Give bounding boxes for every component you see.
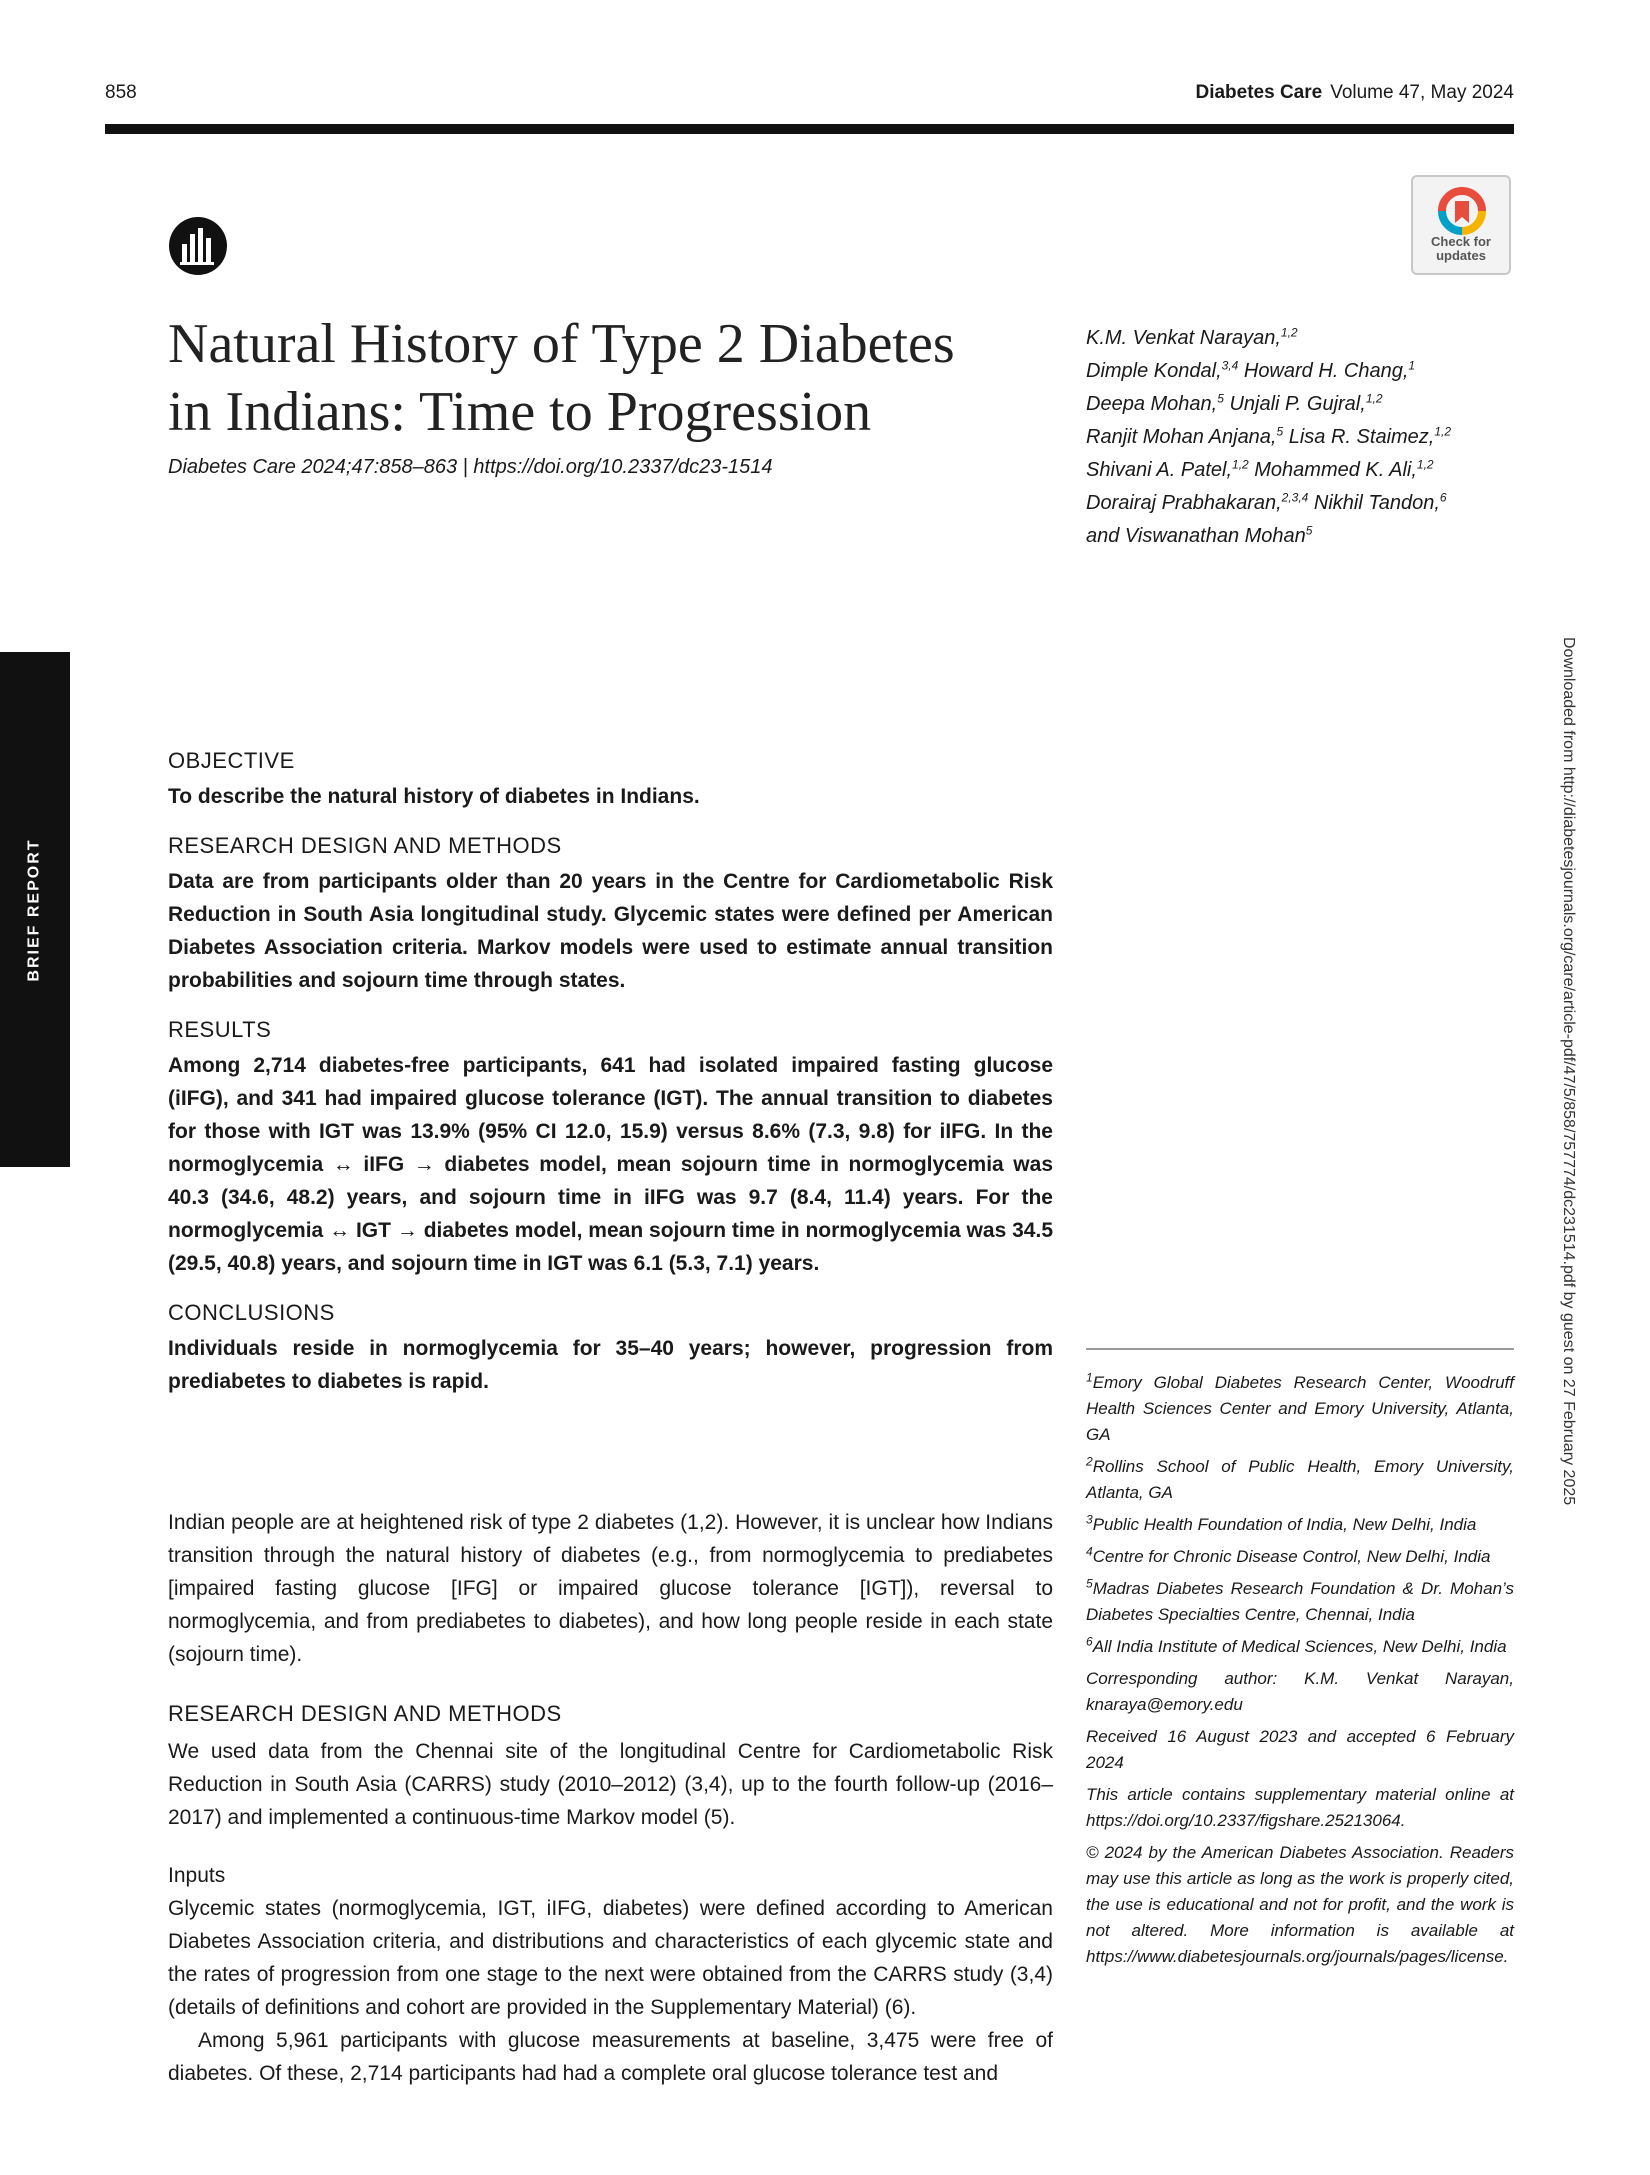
article-title [168,310,1068,446]
affiliation-item [1086,1544,1514,1570]
copyright-note: © 2024 by the American Diabetes Association. Readers may use this article as long as the work is properly cited, the use is educational and not for profit, and the work is not altered. More information is available at https://www.diabetesjournals.org/journals/pages/license. [1086,1843,1514,1966]
author-affiliation-superscript: 2,3,4 [1281,490,1309,505]
author-affiliation-superscript: 5 [1217,391,1224,406]
affiliation-item [1086,1634,1514,1660]
affiliation-item [1086,1576,1514,1628]
author-line [1086,487,1516,520]
affiliation-text: Madras Diabetes Research Foundation & Dr. Mohan’s Diabetes Specialties Centre, Chennai, India [1086,1579,1514,1624]
affiliation-item [1086,1454,1514,1506]
author-affiliation-superscript: 5 [1276,424,1284,439]
section-heading-methods: RESEARCH DESIGN AND METHODS [168,1701,562,1726]
title-line: Natural History of Type 2 Diabetes [168,313,955,375]
download-note: Downloaded from http://diabetesjournals.org/care/article-pdf/47/5/858/757774/dc231514.pdf by guest on 27 February 2025 [1560,637,1577,1506]
affiliation-list [1086,1370,1514,1660]
bar-chart-logo-icon [168,216,228,276]
author-line [1086,520,1516,553]
article-type-tab [0,652,70,1167]
inputs-paragraph: Among 5,961 participants with glucose measurements at baseline, 3,475 were free of diabetes. Of these, 2,714 participants had had a complete oral glucose tolerance test and [168,2029,1053,2085]
abstract-heading-objective: OBJECTIVE [168,748,295,773]
author-affiliation-superscript: 1,2 [1280,325,1298,340]
journal-header [1195,82,1514,104]
author-list [1086,322,1516,553]
affiliation-item [1086,1370,1514,1448]
author-name: Nikhil Tandon, [1308,492,1440,514]
affiliation-text: Emory Global Diabetes Research Center, Woodruff Health Sciences Center and Emory University, Atlanta, GA [1086,1373,1514,1444]
author-name: Mohammed K. Ali, [1248,459,1417,481]
corresponding-author: Corresponding author: K.M. Venkat Narayan, knaraya@emory.edu [1086,1669,1514,1714]
author-affiliation-superscript: 3,4 [1221,358,1239,373]
author-name: Ranjit Mohan Anjana, [1086,426,1277,448]
check-for-updates-badge[interactable] [1411,175,1511,275]
abstract-results: Among 2,714 diabetes-free participants, 641 had isolated impaired fasting glucose (iIFG), and 341 had impaired glucose tolerance (IGT). The annual transition to diabetes for those with IGT was 13.9% (95% CI 12.0, 15.9) versus 8.6% (7.3, 9.8) for iIFG. In the normoglycemia ↔ iIFG → diabetes model, mean sojourn time in normoglycemia was 40.3 (34.6, 48.2) years, and sojourn time in iIFG was 9.7 (8.4, 11.4) years. For the normoglycemia ↔ IGT → diabetes model, mean sojourn time in normoglycemia was 34.5 (29.5, 40.8) years, and sojourn time in IGT was 6.1 (5.3, 7.1) years. [168,1054,1053,1275]
page-number: 858 [105,82,137,103]
author-affiliation-superscript: 6 [1439,490,1447,505]
author-name: Lisa R. Staimez, [1283,426,1435,448]
author-affiliation-superscript: 1 [1408,358,1416,373]
abstract-methods: Data are from participants older than 20 years in the Centre for Cardiometabolic Risk Reduction in South Asia longitudinal study. Glycemic states were defined per American Diabetes Association criteria. Markov models were used to estimate annual transition probabilities and sojourn time through states. [168,870,1053,992]
author-line [1086,388,1516,421]
citation: Diabetes Care 2024;47:858–863 | https://doi.org/10.2337/dc23-1514 [168,456,773,478]
affiliation-number: 2 [1086,1454,1093,1469]
abstract [168,748,1053,1418]
affiliation-number: 6 [1086,1634,1093,1649]
supplementary-note: This article contains supplementary material online at https://doi.org/10.2337/figshare.25213064. [1086,1785,1514,1830]
check-updates-label: Check for updates [1431,234,1491,263]
journal-volume: Volume 47, May 2024 [1330,82,1514,103]
author-line [1086,322,1516,355]
author-name: Shivani A. Patel, [1086,459,1233,481]
inputs-paragraph: Glycemic states (normoglycemia, IGT, iIFG, diabetes) were defined according to American Diabetes Association criteria, and distributions and characteristics of each glycemic state and the rates of progression from one stage to the next were obtained from the CARRS study (3,4) (details of definitions and cohort are provided in the Supplementary Material) (6). [168,1897,1053,2019]
methods-paragraph: We used data from the Chennai site of the longitudinal Centre for Cardiometabolic Risk Reduction in South Asia (CARRS) study (2010–2012) (3,4), up to the fourth follow-up (2016–2017) and implemented a continuous-time Markov model (5). [168,1740,1053,1829]
abstract-heading-conclusions: CONCLUSIONS [168,1300,335,1325]
author-affiliation-superscript: 5 [1305,523,1313,538]
received-dates: Received 16 August 2023 and accepted 6 February 2024 [1086,1727,1514,1772]
author-name: Dimple Kondal, [1086,360,1222,382]
download-watermark [1555,637,1585,1537]
author-affiliation-superscript: 1,2 [1365,391,1383,406]
author-name: Unjali P. Gujral, [1223,393,1366,415]
subsection-heading-inputs: Inputs [168,1864,226,1887]
affiliation-number: 1 [1086,1370,1093,1385]
affiliation-number: 4 [1086,1544,1093,1559]
abstract-objective: To describe the natural history of diabetes in Indians. [168,785,700,808]
abstract-heading-methods: RESEARCH DESIGN AND METHODS [168,833,562,858]
affiliations-rule [1086,1348,1514,1350]
title-line: in Indians: Time to Progression [168,381,872,443]
abstract-conclusions: Individuals reside in normoglycemia for 35–40 years; however, progression from prediabetes to diabetes is rapid. [168,1337,1053,1393]
affiliation-item [1086,1512,1514,1538]
affiliation-text: Public Health Foundation of India, New Delhi, India [1092,1515,1477,1534]
author-line [1086,454,1516,487]
author-name: Dorairaj Prabhakaran, [1086,492,1282,514]
intro-paragraph: Indian people are at heightened risk of type 2 diabetes (1,2). However, it is unclear how Indians transition through the natural history of diabetes (e.g., from normoglycemia to prediabetes [impaired fasting glucose [IFG] or impaired glucose tolerance [IGT]), reversal to normoglycemia, and from prediabetes to diabetes), and how long people reside in each state (sojourn time). [168,1511,1053,1666]
author-name: Deepa Mohan, [1086,393,1218,415]
article-type-label: BRIEF REPORT [26,837,43,982]
author-affiliation-superscript: 1,2 [1416,457,1434,472]
affiliation-text: Rollins School of Public Health, Emory University, Atlanta, GA [1086,1457,1514,1502]
journal-name: Diabetes Care [1195,82,1323,103]
affiliation-number: 5 [1086,1576,1093,1591]
author-name: and Viswanathan Mohan [1086,525,1306,547]
header-rule [105,124,1514,134]
author-affiliation-superscript: 1,2 [1434,424,1452,439]
affiliation-text: All India Institute of Medical Sciences, New Delhi, India [1092,1637,1507,1656]
author-line [1086,355,1516,388]
author-affiliation-superscript: 1,2 [1232,457,1249,472]
article-body [168,1506,1053,2090]
affiliation-number: 3 [1086,1512,1093,1527]
bookmark-ring-icon [1437,187,1487,235]
abstract-heading-results: RESULTS [168,1017,272,1042]
author-name: Howard H. Chang, [1238,360,1409,382]
author-name: K.M. Venkat Narayan, [1086,327,1281,349]
affiliation-text: Centre for Chronic Disease Control, New Delhi, India [1092,1547,1491,1566]
author-line [1086,421,1516,454]
affiliations [1086,1370,1514,1976]
